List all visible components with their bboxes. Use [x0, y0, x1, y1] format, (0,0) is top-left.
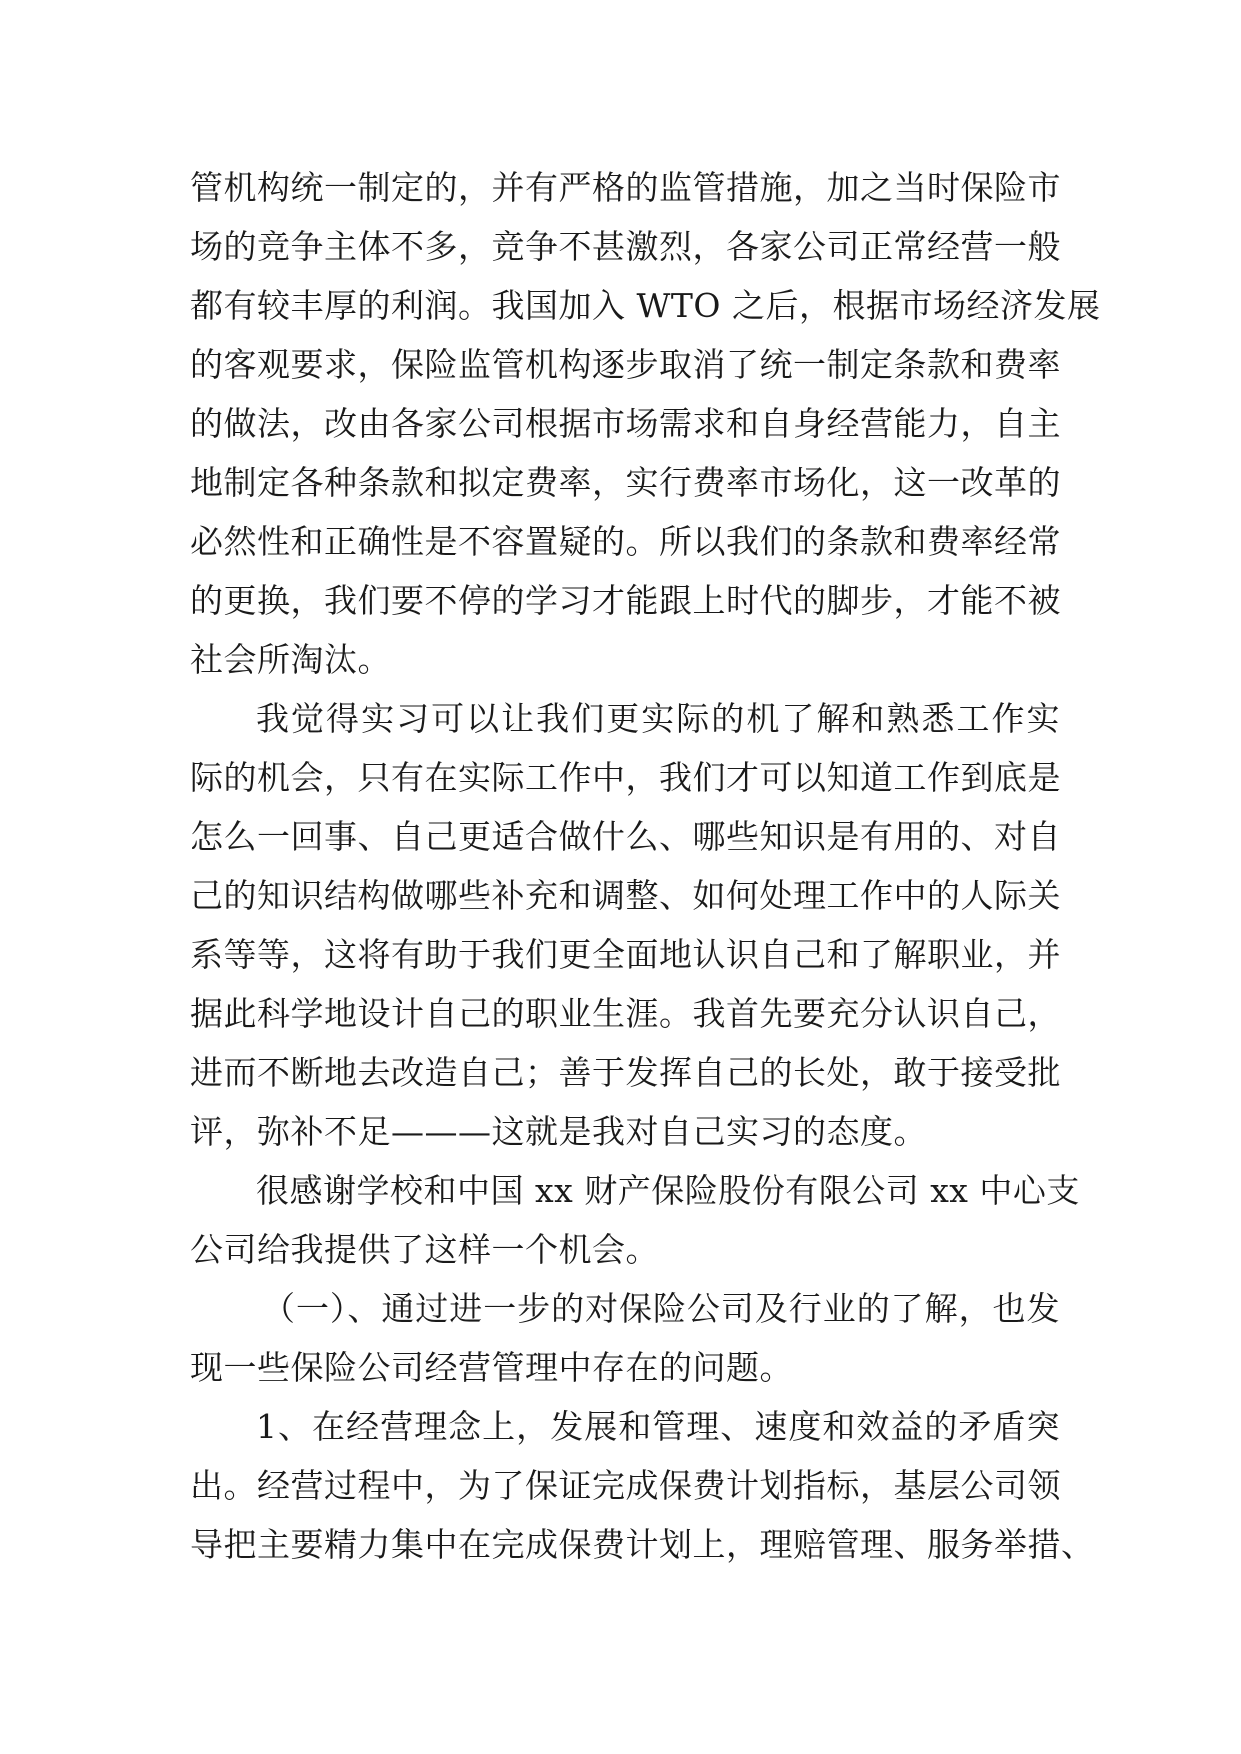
body-text	[190, 158, 1101, 1574]
paragraph-start-line: 1、在经营理念上，发展和管理、速度和效益的矛盾突	[256, 1407, 1060, 1446]
text-line: 的客观要求，保险监管机构逐步取消了统一制定条款和费率	[190, 345, 1061, 384]
text-line: 场的竞争主体不多，竞争不甚激烈，各家公司正常经营一般	[190, 227, 1061, 266]
text-line: 的更换，我们要不停的学习才能跟上时代的脚步，才能不被	[190, 581, 1061, 620]
text-line: 导把主要精力集中在完成保费计划上，理赔管理、服务举措、	[190, 1525, 1095, 1564]
text-line: 系等等，这将有助于我们更全面地认识自己和了解职业，并	[190, 935, 1061, 974]
paragraph-start-line: 我觉得实习可以让我们更实际的机了解和熟悉工作实	[256, 699, 1060, 738]
text-line: 怎么一回事、自己更适合做什么、哪些知识是有用的、对自	[190, 817, 1061, 856]
text-line: 评，弥补不足———这就是我对自己实习的态度。	[190, 1112, 927, 1151]
text-line: 据此科学地设计自己的职业生涯。我首先要充分认识自己，	[190, 994, 1061, 1033]
text-line: 现一些保险公司经营管理中存在的问题。	[190, 1348, 793, 1387]
text-line: 公司给我提供了这样一个机会。	[190, 1230, 659, 1269]
text-line: 地制定各种条款和拟定费率，实行费率市场化，这一改革的	[190, 463, 1061, 502]
text-line: 必然性和正确性是不容置疑的。所以我们的条款和费率经常	[190, 522, 1061, 561]
text-line: 己的知识结构做哪些补充和调整、如何处理工作中的人际关	[190, 876, 1061, 915]
text-line: 进而不断地去改造自己；善于发挥自己的长处，敢于接受批	[190, 1053, 1061, 1092]
text-line: 的做法，改由各家公司根据市场需求和自身经营能力，自主	[190, 404, 1061, 443]
text-line: 管机构统一制定的，并有严格的监管措施，加之当时保险市	[190, 168, 1061, 207]
text-line: 社会所淘汰。	[190, 640, 391, 679]
paragraph-start-line: 很感谢学校和中国 xx 财产保险股份有限公司 xx 中心支	[256, 1171, 1080, 1210]
section-heading-line: （一）、通过进一步的对保险公司及行业的了解，也发	[262, 1289, 1060, 1328]
text-line: 际的机会，只有在实际工作中，我们才可以知道工作到底是	[190, 758, 1061, 797]
text-line: 都有较丰厚的利润。我国加入 WTO 之后，根据市场经济发展	[190, 286, 1101, 325]
text-line: 出。经营过程中，为了保证完成保费计划指标，基层公司领	[190, 1466, 1061, 1505]
